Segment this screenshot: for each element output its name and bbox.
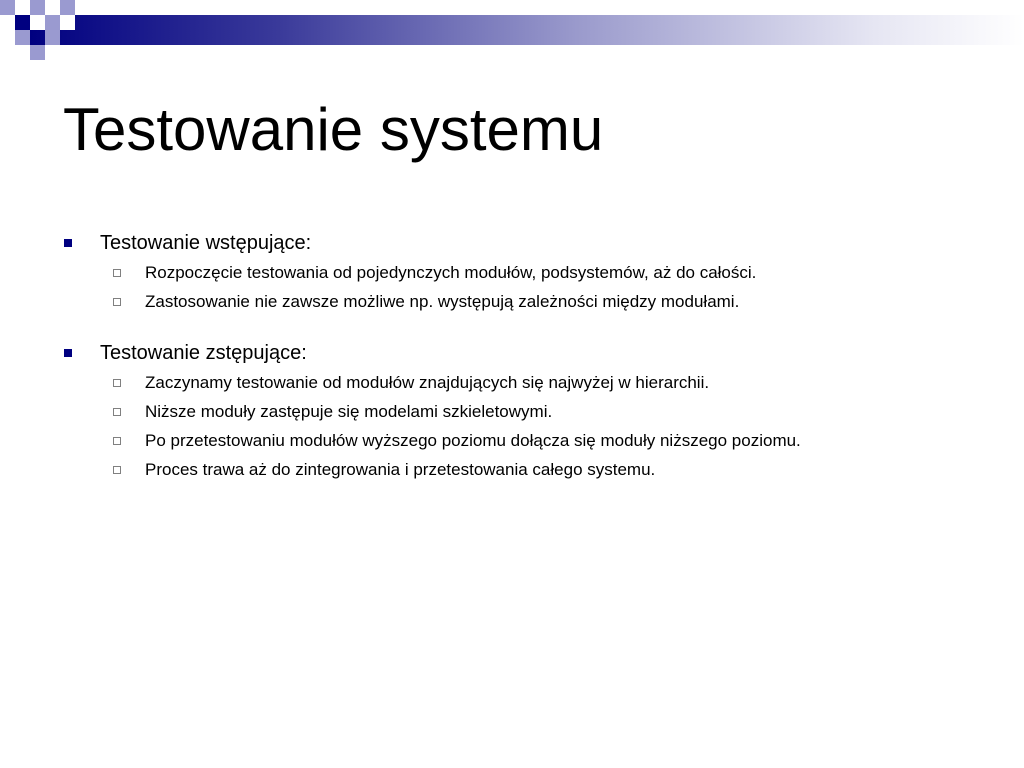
bullet-group — [62, 228, 962, 316]
square-bullet-icon — [64, 239, 72, 247]
sub-bullet-text: Po przetestowaniu modułów wyższego poziomu dołącza się moduły niższego poziomu. — [145, 430, 801, 450]
bullet-item — [62, 338, 962, 368]
sub-bullet-text: Zastosowanie nie zawsze możliwe np. występują zależności między modułami. — [145, 291, 740, 311]
sub-bullet-item — [113, 397, 962, 426]
square-bullet-icon — [64, 349, 72, 357]
hollow-square-bullet-icon — [113, 408, 121, 416]
slide-content — [62, 228, 962, 506]
sub-bullet-item — [113, 455, 962, 484]
decor-square — [45, 30, 60, 45]
hollow-square-bullet-icon — [113, 298, 121, 306]
decor-square — [45, 15, 60, 30]
sub-bullet-item — [113, 368, 962, 397]
hollow-square-bullet-icon — [113, 379, 121, 387]
slide-title: Testowanie systemu — [63, 96, 604, 163]
sub-bullet-text: Niższe moduły zastępuje się modelami szkieletowymi. — [145, 401, 553, 421]
bullet-text: Testowanie wstępujące: — [100, 231, 312, 254]
bullet-item — [62, 228, 962, 258]
sub-bullet-item — [113, 287, 962, 316]
decor-square — [15, 15, 30, 30]
decor-square — [15, 30, 30, 45]
decor-square — [60, 0, 75, 15]
sub-bullet-text: Proces trawa aż do zintegrowania i przetestowania całego systemu. — [145, 459, 656, 479]
decor-square — [30, 15, 45, 30]
header-gradient-bar — [30, 15, 1024, 45]
decor-square — [0, 0, 15, 15]
hollow-square-bullet-icon — [113, 466, 121, 474]
hollow-square-bullet-icon — [113, 437, 121, 445]
sub-bullet-text: Zaczynamy testowanie od modułów znajdujących się najwyżej w hierarchii. — [145, 372, 710, 392]
hollow-square-bullet-icon — [113, 269, 121, 277]
decor-square — [30, 45, 45, 60]
bullet-group — [62, 338, 962, 484]
sub-bullet-item — [113, 426, 962, 455]
bullet-text: Testowanie zstępujące: — [100, 341, 307, 364]
sub-bullet-item — [113, 258, 962, 287]
sub-bullet-text: Rozpoczęcie testowania od pojedynczych modułów, podsystemów, aż do całości. — [145, 262, 757, 282]
decor-square — [30, 0, 45, 15]
decor-square — [60, 15, 75, 30]
